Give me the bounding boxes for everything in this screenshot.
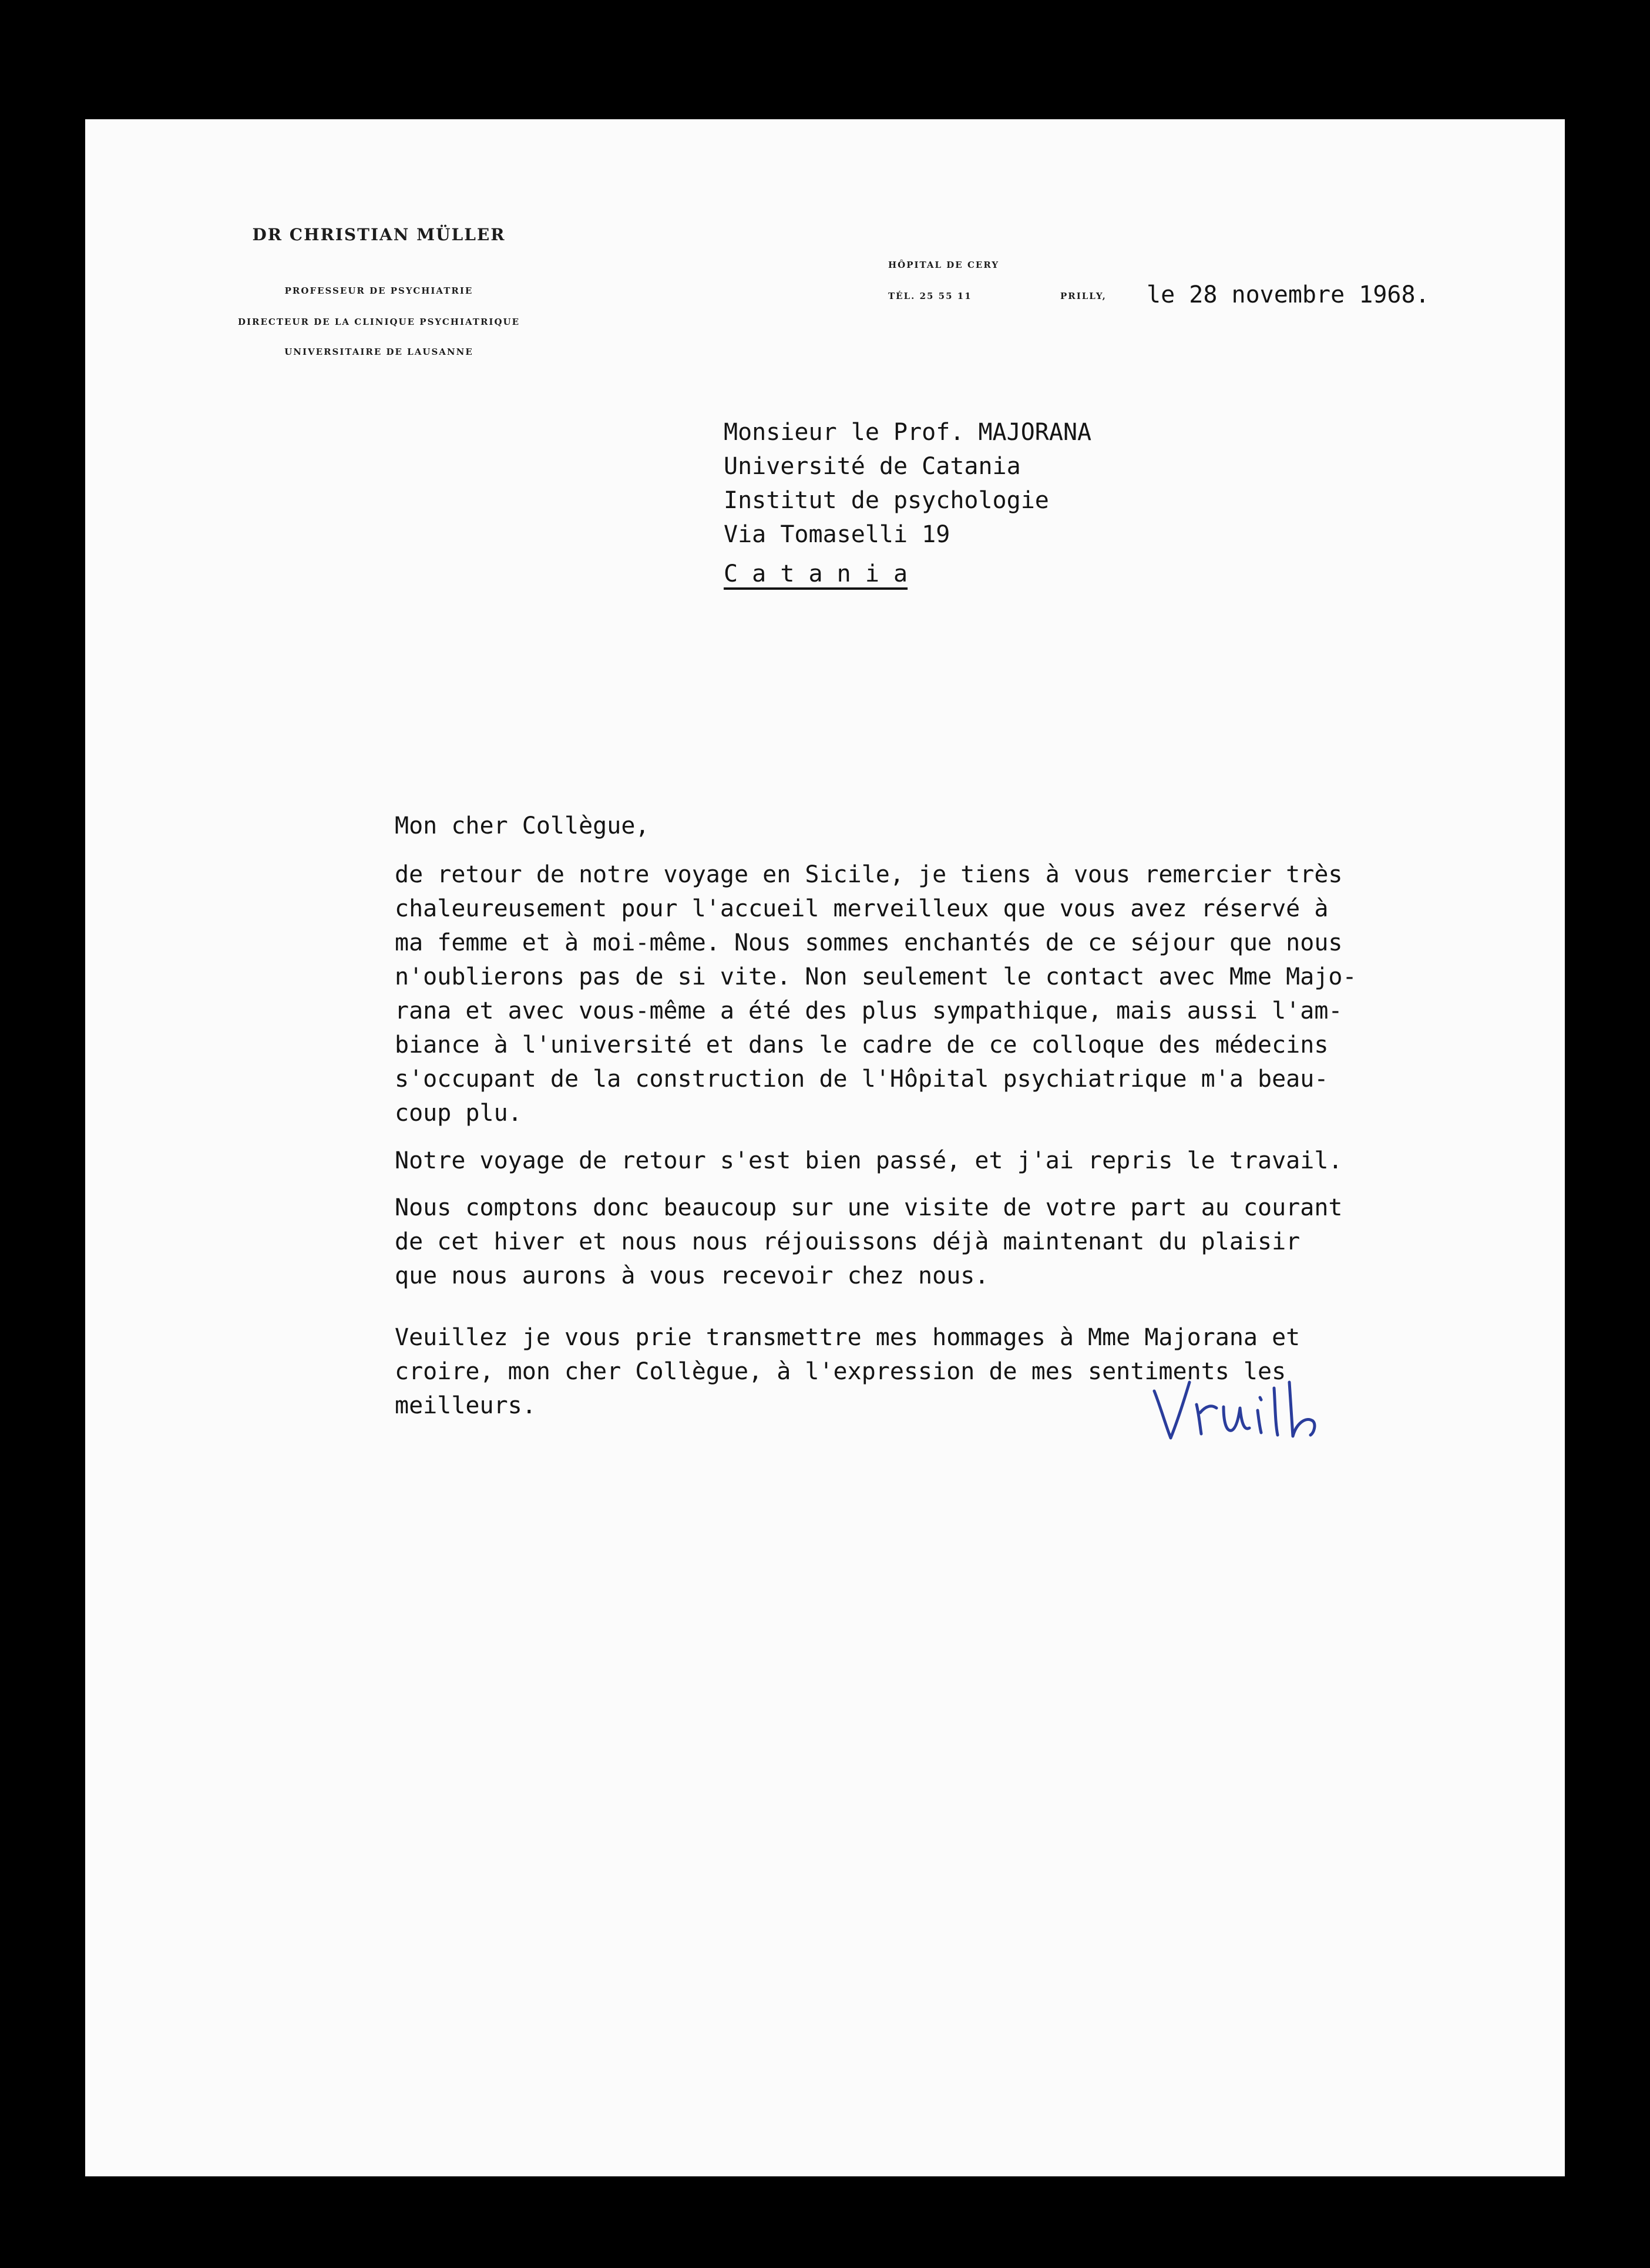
body-paragraph-3: Nous comptons donc beaucoup sur une visite de votre part au courant de cet hiver et nous nous réjouissons déjà maintenant du plaisir que nous aurons à vous recevoir chez nous. (395, 1194, 1343, 1289)
letter-sheet (85, 119, 1565, 2176)
letterhead-title-line3: UNIVERSITAIRE DE LAUSANNE (284, 347, 473, 357)
body-paragraph-2: Notre voyage de retour s'est bien passé, et j'ai repris le travail. (395, 1147, 1343, 1174)
recipient-line-4: Via Tomaselli 19 (724, 521, 950, 548)
recipient-city: C a t a n i a (724, 560, 908, 587)
salutation: Mon cher Collègue, (395, 812, 650, 839)
recipient-line-2: Université de Catania (724, 453, 1021, 480)
body-paragraph-4: Veuillez je vous prie transmettre mes hommages à Mme Majorana et croire, mon cher Collègue, à l'expression de mes sentiments les meilleurs. (395, 1324, 1300, 1419)
recipient-line-1: Monsieur le Prof. MAJORANA (724, 419, 1092, 446)
letterhead-place: PRILLY, (1060, 291, 1107, 301)
letter-date: le 28 novembre 1968. (1147, 281, 1430, 308)
letterhead-title-line1: PROFESSEUR DE PSYCHIATRIE (284, 285, 473, 296)
letterhead-phone: TÉL. 25 55 11 (888, 291, 972, 301)
recipient-line-3: Institut de psychologie (724, 487, 1049, 514)
letterhead-title-line2: DIRECTEUR DE LA CLINIQUE PSYCHIATRIQUE (237, 317, 520, 327)
handwritten-signature (1142, 1359, 1336, 1459)
letterhead-name: DR CHRISTIAN MÜLLER (252, 225, 506, 244)
letterhead-hospital: HÔPITAL DE CERY (888, 260, 1000, 270)
letter-body (395, 858, 1558, 1437)
body-paragraph-1: de retour de notre voyage en Sicile, je tiens à vous remercier très chaleureusement pour l'accueil merveilleux que vous avez réservé à ma femme et à moi-même. Nous sommes enchantés de ce séjour que nous n'oublierons pas de si vite. Non seulement le contact avec Mme Majo- rana et avec vous-même a été des plus sympathique, mais aussi l'am- biance à l'université et dans le cadre de ce colloque des médecins s'occupant de la construction de l'Hôpital psychiatrique m'a beau- coup plu. (395, 861, 1357, 1127)
